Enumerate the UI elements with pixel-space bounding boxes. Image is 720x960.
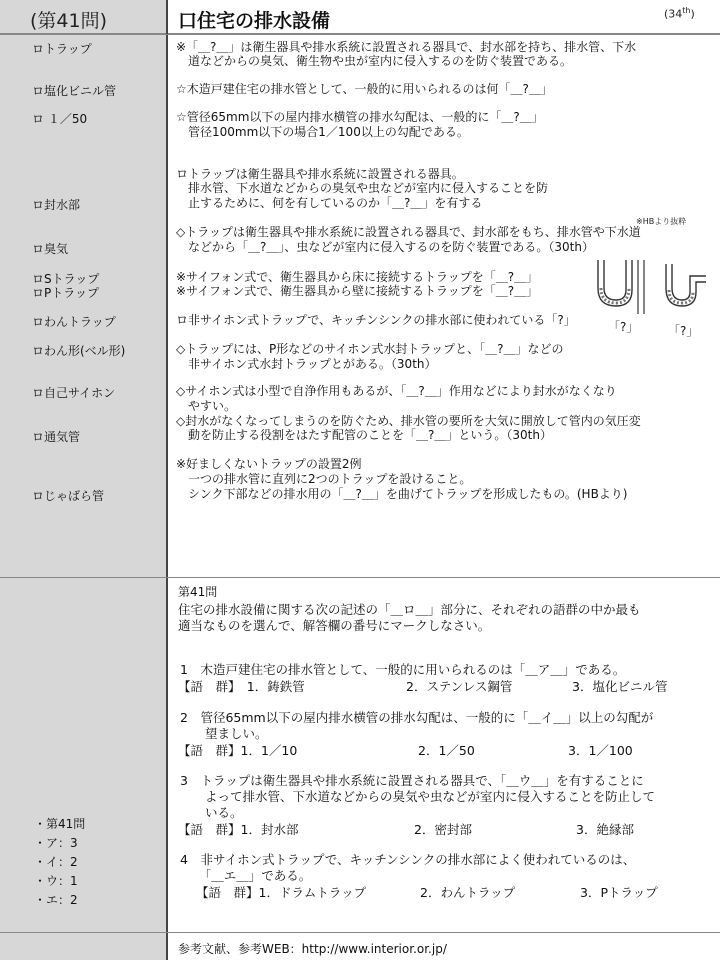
problem-intro: 住宅の排水設備に関する次の記述の「＿ロ＿」部分に、それぞれの語群の中か最も [178,602,641,617]
problem-intro: 適当なものを選んで、解答欄の番号にマークしなさい。 [178,618,491,633]
note-line: ※サイフォン式で、衛生器具から壁に接続するトラップを「＿?＿」 [176,284,539,298]
section-rule [0,577,720,578]
note-line: ※好ましくないトラップの設置2例 [176,457,362,471]
answer-item: ・ウ：1 [34,874,78,888]
keyword-item: ロ封水部 [32,198,81,212]
problem-heading: 第41問 [178,585,218,599]
note-line: 非サイホン式水封トラップとがある。（30th） [176,357,437,371]
question-3: よって排水管、下水道などからの臭気や虫などが室内に侵入することを防止して [180,789,656,804]
q1-choice-3: 3．塩化ビニル管 [572,679,668,694]
note-line: ロトラップは衛生器具や排水系統に設置される器具。 [176,167,464,181]
note-line: ロ非サイホン式トラップで、キッチンシンクの排水部に使われている「?」 [176,313,576,327]
keyword-item: ロじゃばら管 [32,489,105,503]
note-line: ※「＿?＿」は衛生器具や排水系統に設置される器具で、封水部を持ち、排水管、下水 [176,40,637,54]
note-source: ※HBより抜粋 [636,217,687,226]
note-line: 道などからの臭気、衛生物や虫が室内に侵入するのを防ぐ装置である。 [176,54,573,68]
q4-choice-1: 【語 群】1．ドラムトラップ [196,885,367,900]
q2-choice-3: 3．1／100 [568,743,633,758]
note-line: ☆木造戸建住宅の排水管として、一般的に用いられるのは何「＿?＿」 [176,82,553,96]
keyword-item: ロPトラップ [32,286,99,300]
note-line: 動を防止する役割をはたす配管のことを「＿?＿」という。（30th） [176,428,552,442]
question-1: 1 木造戸建住宅の排水管として、一般的に用いられるのは「＿ア＿」である。 [180,662,626,677]
answer-item: ・ア：3 [34,836,78,850]
question-number: (第41問) [30,10,108,32]
question-2: 2 管径65mm以下の屋内排水横管の排水勾配は、一般的に「＿イ＿」以上の勾配が [180,710,654,725]
page-title: 口住宅の排水設備 [178,10,331,32]
question-3: 3 トラップは衛生器具や排水系統に設置される器具で、「＿ウ＿」を有することに [180,773,644,788]
note-line: などから「＿?＿」、虫などが室内に侵入するのを防ぐ装置である。（30th） [176,240,594,254]
keyword-item: ロ塩化ビニル管 [32,84,117,98]
q3-choice-3: 3．絶縁部 [576,822,634,837]
q1-choice-2: 2．ステンレス鋼管 [406,679,513,694]
q1-choice-1: 【語 群】 1．鋳鉄管 [178,679,305,694]
note-line: 排水管、下水道などからの臭気や虫などが室内に侵入することを防 [176,181,549,195]
note-line: シンク下部などの排水用の「＿?＿」を曲げてトラップを形成したもの。(HBより) [176,487,628,501]
edition-close: ) [690,7,695,21]
keyword-item: ロトラップ [32,42,92,56]
keyword-item: ロわんトラップ [32,315,116,329]
note-line: ◇サイホン式は小型で自浄作用もあるが、「＿?＿」作用などにより封水がなくなり [176,384,617,398]
q3-choice-1: 【語 群】1．封水部 [178,822,299,837]
p-trap-illustration [660,262,708,320]
header-rule [0,34,720,35]
note-line: ※サイフォン式で、衛生器具から床に接続するトラップを「＿?＿」 [176,270,539,284]
q2-choice-2: 2．1／50 [418,743,475,758]
note-line: やすい。 [176,399,237,413]
note-line: 管径100mm以下の場合1／100以上の勾配である。 [176,125,469,139]
answer-item: ・イ：2 [34,855,78,869]
note-line: ☆管径65mm以下の屋内排水横管の排水勾配は、一般的に「＿?＿」 [176,110,544,124]
keyword-item: ロ臭気 [32,242,69,256]
figure-caption: 「?」 [668,324,699,338]
question-2: 望ましい。 [180,726,268,741]
column-divider [166,0,168,960]
q4-choice-2: 2．わんトラップ [420,885,516,900]
s-trap-illustration [592,258,648,316]
keyword-item: ロ １／50 [32,112,88,126]
note-line: ◇トラップは衛生器具や排水系統に設置される器具で、封水部をもち、排水管や下水道 [176,225,641,239]
edition-open: (34 [664,7,683,21]
keyword-item: ロ通気管 [32,430,81,444]
keyword-item: ロわん形(ベル形) [32,344,126,358]
footer-rule [0,932,720,933]
question-3: いる。 [180,805,243,820]
q2-choice-1: 【語 群】1．1／10 [178,743,298,758]
note-line: ◇トラップには、P形などのサイホン式水封トラップと、「＿?＿」などの [176,342,564,356]
figure-caption: 「?」 [608,320,639,334]
note-line: 止するために、何を有しているのか「＿?＿」を有する [176,196,483,210]
note-line: 一つの排水管に直列に2つのトラップを設けること。 [176,472,472,486]
keyword-item: ロSトラップ [32,272,100,286]
question-4: 4 非サイホン式トラップで、キッチンシンクの排水部によく使われているのは、 [180,852,636,867]
edition-label [664,6,695,21]
q4-choice-3: 3．Pトラップ [580,885,658,900]
q3-choice-2: 2．密封部 [414,822,472,837]
question-4: 「＿エ＿」である。 [180,868,312,883]
reference-text: 参考文献、参考WEB：http://www.interior.or.jp/ [178,942,447,956]
keyword-item: ロ自己サイホン [32,386,116,400]
edition-sup: th [682,6,691,15]
note-line: ◇封水がなくなってしまうのを防ぐため、排水管の要所を大気に開放して管内の気圧変 [176,414,641,428]
answer-item: ・エ：2 [34,893,78,907]
answer-item: ・第41問 [34,817,86,831]
